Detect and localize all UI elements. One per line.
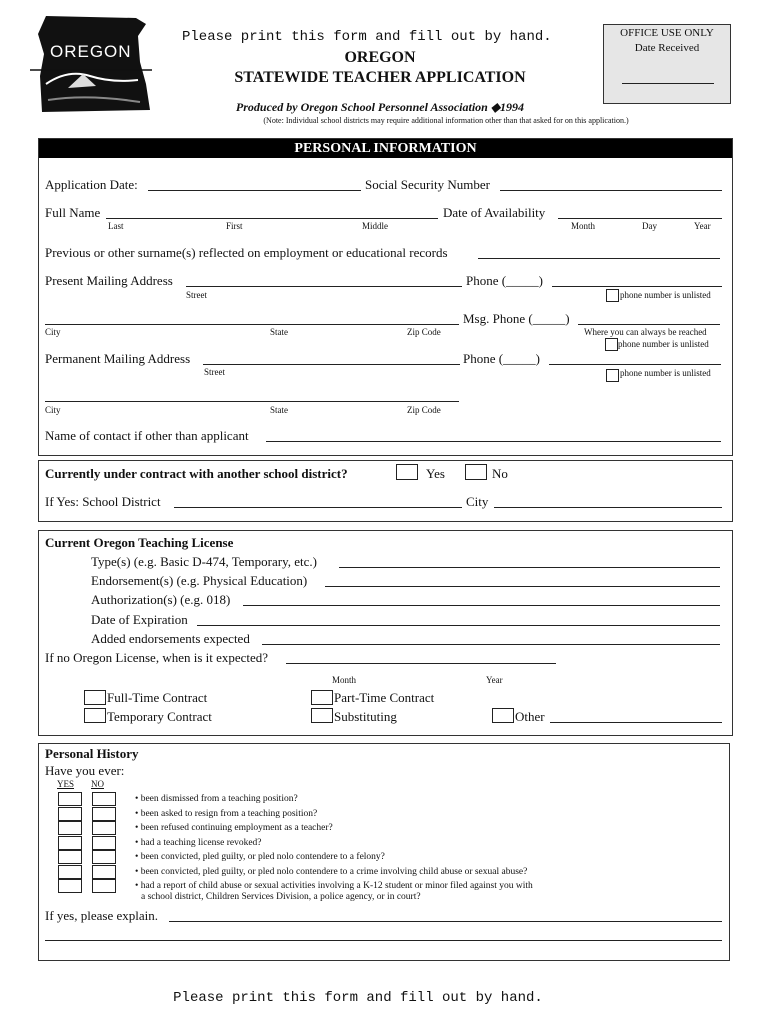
footer-instruction: Please print this form and fill out by hand. bbox=[173, 990, 543, 1006]
name-first-label: First bbox=[226, 221, 243, 231]
contract-no-checkbox[interactable] bbox=[465, 464, 487, 480]
temporary-checkbox[interactable] bbox=[84, 708, 106, 723]
contract-yes-checkbox[interactable] bbox=[396, 464, 418, 480]
contact-name-label: Name of contact if other than applicant bbox=[45, 428, 249, 443]
contract-question: Currently under contract with another school district? bbox=[45, 466, 348, 481]
present-phone-unlisted-label: phone number is unlisted bbox=[620, 290, 711, 300]
history-no-checkbox[interactable] bbox=[92, 879, 116, 893]
permanent-zip-label: Zip Code bbox=[407, 405, 441, 415]
permanent-street-label: Street bbox=[204, 367, 225, 377]
other-field[interactable] bbox=[550, 722, 722, 723]
license-authorizations-field[interactable] bbox=[243, 605, 720, 606]
license-expiration-label: Date of Expiration bbox=[91, 612, 188, 627]
present-address-label: Present Mailing Address bbox=[45, 273, 173, 288]
history-question: • been convicted, pled guilty, or pled nolo contendere to a felony? bbox=[135, 852, 385, 862]
explain-field-1[interactable] bbox=[169, 921, 722, 922]
history-yes-checkbox[interactable] bbox=[58, 865, 82, 879]
ssn-field[interactable] bbox=[500, 190, 722, 191]
history-yes-checkbox[interactable] bbox=[58, 792, 82, 806]
other-checkbox[interactable] bbox=[492, 708, 514, 723]
present-msg-phone-field[interactable] bbox=[578, 324, 720, 325]
temporary-label: Temporary Contract bbox=[107, 709, 212, 724]
always-reached-label: Where you can always be reached bbox=[584, 327, 707, 337]
substituting-checkbox[interactable] bbox=[311, 708, 333, 723]
msg-phone-unlisted-checkbox[interactable] bbox=[605, 338, 618, 351]
header-state: OREGON bbox=[344, 49, 416, 66]
personal-information-header: PERSONAL INFORMATION bbox=[39, 139, 732, 158]
previous-surnames-label: Previous or other surname(s) reflected on employment or educational records bbox=[45, 245, 448, 260]
permanent-city-label: City bbox=[45, 405, 61, 415]
license-types-label: Type(s) (e.g. Basic D-474, Temporary, etc.) bbox=[91, 554, 317, 569]
form-title: STATEWIDE TEACHER APPLICATION bbox=[234, 69, 526, 86]
license-added-field[interactable] bbox=[262, 644, 720, 645]
license-expected-month-label: Month bbox=[332, 675, 357, 685]
history-no-checkbox[interactable] bbox=[92, 807, 116, 821]
permanent-phone-label: Phone (_____) bbox=[463, 351, 540, 366]
contract-city-label: City bbox=[466, 494, 489, 509]
contract-city-field[interactable] bbox=[494, 507, 722, 508]
license-authorizations-label: Authorization(s) (e.g. 018) bbox=[91, 592, 231, 607]
availability-label: Date of Availability bbox=[443, 205, 546, 220]
permanent-city-state-zip-field[interactable] bbox=[45, 401, 459, 402]
history-yes-checkbox[interactable] bbox=[58, 850, 82, 864]
logo-text: OREGON bbox=[50, 42, 132, 61]
history-no-checkbox[interactable] bbox=[92, 850, 116, 864]
license-added-label: Added endorsements expected bbox=[91, 631, 250, 646]
license-expected-year-label: Year bbox=[486, 675, 503, 685]
history-no-checkbox[interactable] bbox=[92, 836, 116, 850]
application-date-label: Application Date: bbox=[45, 177, 138, 192]
history-yes-checkbox[interactable] bbox=[58, 807, 82, 821]
license-types-field[interactable] bbox=[339, 567, 720, 568]
permanent-state-label: State bbox=[270, 405, 288, 415]
part-time-label: Part-Time Contract bbox=[334, 690, 435, 705]
full-name-field[interactable] bbox=[106, 218, 438, 219]
school-district-label: If Yes: School District bbox=[45, 494, 161, 509]
permanent-address-label: Permanent Mailing Address bbox=[45, 351, 191, 366]
present-street-label: Street bbox=[186, 290, 207, 300]
license-title: Current Oregon Teaching License bbox=[45, 535, 234, 550]
substituting-label: Substituting bbox=[334, 709, 397, 724]
name-middle-label: Middle bbox=[362, 221, 388, 231]
present-msg-phone-label: Msg. Phone (_____) bbox=[463, 311, 570, 326]
history-no-checkbox[interactable] bbox=[92, 821, 116, 835]
present-phone-unlisted-checkbox[interactable] bbox=[606, 289, 619, 302]
license-endorsements-label: Endorsement(s) (e.g. Physical Education) bbox=[91, 573, 308, 588]
header-instruction: Please print this form and fill out by hand. bbox=[182, 29, 552, 45]
part-time-checkbox[interactable] bbox=[311, 690, 333, 705]
school-district-field[interactable] bbox=[174, 507, 462, 508]
present-state-label: State bbox=[270, 327, 288, 337]
date-received-line[interactable] bbox=[622, 83, 714, 84]
history-item-continuation: a school district, Children Services Division, a police agency, or in court? bbox=[141, 892, 421, 902]
availability-month-label: Month bbox=[571, 221, 596, 231]
history-yes-checkbox[interactable] bbox=[58, 821, 82, 835]
full-time-label: Full-Time Contract bbox=[107, 690, 208, 705]
history-question: • had a report of child abuse or sexual activities involving a K-12 student or minor filed against you with bbox=[135, 881, 533, 891]
history-question: • been refused continuing employment as a teacher? bbox=[135, 823, 333, 833]
history-yes-checkbox[interactable] bbox=[58, 879, 82, 893]
header-note: (Note: Individual school districts may require additional information other than that asked for on this application.) bbox=[263, 116, 629, 125]
permanent-phone-unlisted-label: phone number is unlisted bbox=[620, 368, 711, 378]
application-date-field[interactable] bbox=[148, 190, 361, 191]
history-question: • had a teaching license revoked? bbox=[135, 838, 262, 848]
msg-phone-unlisted-label: phone number is unlisted bbox=[618, 339, 709, 349]
history-no-header: NO bbox=[91, 779, 104, 789]
present-city-state-zip-field[interactable] bbox=[45, 324, 459, 325]
present-zip-label: Zip Code bbox=[407, 327, 441, 337]
permanent-address-street-field[interactable] bbox=[203, 364, 460, 365]
have-you-ever-label: Have you ever: bbox=[45, 763, 125, 778]
contract-no-label: No bbox=[492, 466, 508, 481]
history-yes-header: YES bbox=[57, 779, 75, 789]
availability-field[interactable] bbox=[558, 218, 722, 219]
present-phone-label: Phone (_____) bbox=[466, 273, 543, 288]
license-expected-label: If no Oregon License, when is it expected? bbox=[45, 650, 269, 665]
availability-day-label: Day bbox=[642, 221, 657, 231]
other-label: Other bbox=[515, 709, 545, 724]
history-no-checkbox[interactable] bbox=[92, 792, 116, 806]
previous-surnames-field[interactable] bbox=[478, 258, 720, 259]
history-title: Personal History bbox=[45, 746, 139, 761]
full-name-label: Full Name bbox=[45, 205, 101, 220]
explain-label: If yes, please explain. bbox=[45, 908, 158, 923]
license-expiration-field[interactable] bbox=[197, 625, 720, 626]
produced-by: Produced by Oregon School Personnel Association ◆1994 bbox=[235, 100, 525, 114]
history-question: • been dismissed from a teaching position? bbox=[135, 794, 298, 804]
office-use-box bbox=[603, 24, 731, 104]
present-city-label: City bbox=[45, 327, 61, 337]
present-phone-field[interactable] bbox=[552, 286, 722, 287]
ssn-label: Social Security Number bbox=[365, 177, 490, 192]
license-endorsements-field[interactable] bbox=[325, 586, 720, 587]
permanent-phone-field[interactable] bbox=[549, 364, 721, 365]
history-yes-checkbox[interactable] bbox=[58, 836, 82, 850]
name-last-label: Last bbox=[108, 221, 124, 231]
permanent-phone-unlisted-checkbox[interactable] bbox=[606, 369, 619, 382]
explain-field-2[interactable] bbox=[45, 940, 722, 941]
license-expected-field[interactable] bbox=[286, 663, 556, 664]
office-use-title: OFFICE USE ONLY bbox=[620, 27, 714, 39]
history-question: • been convicted, pled guilty, or pled nolo contendere to a crime involving child abuse or sexual abuse? bbox=[135, 867, 528, 877]
history-question: • been asked to resign from a teaching position? bbox=[135, 809, 318, 819]
history-no-checkbox[interactable] bbox=[92, 865, 116, 879]
availability-year-label: Year bbox=[694, 221, 711, 231]
full-time-checkbox[interactable] bbox=[84, 690, 106, 705]
contact-name-field[interactable] bbox=[266, 441, 721, 442]
contract-yes-label: Yes bbox=[426, 466, 445, 481]
date-received-label: Date Received bbox=[634, 42, 700, 54]
present-address-street-field[interactable] bbox=[186, 286, 462, 287]
